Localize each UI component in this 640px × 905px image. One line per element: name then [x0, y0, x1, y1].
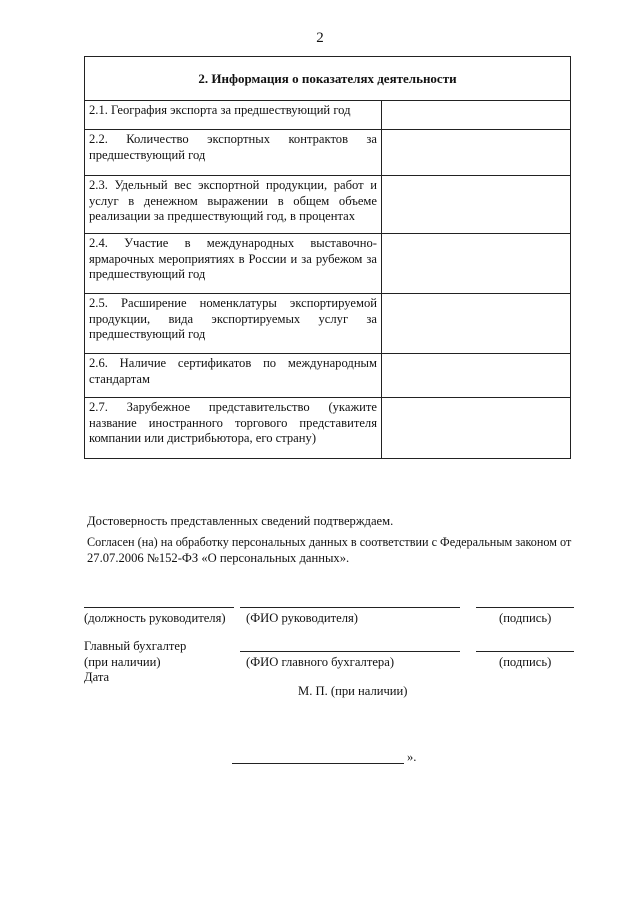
table-row [85, 176, 571, 234]
accountant-label: Главный бухгалтер [84, 639, 187, 653]
accountant-signature-caption: (подпись) [499, 655, 552, 669]
head-signature-line[interactable] [476, 607, 574, 608]
row-value-cell[interactable] [382, 130, 571, 176]
row-value-cell[interactable] [382, 294, 571, 354]
head-name-caption: (ФИО руководителя) [246, 611, 358, 625]
consent-text-line1: Согласен (на) на обработку персональных данных в соответствии с Федеральным законом от [87, 535, 572, 549]
row-label: 2.5. Расширение номенклатуры экспортируемой продукции, вида экспортируемых услуг за предшествующий год [85, 294, 382, 354]
table-header-row [85, 57, 571, 101]
row-label: 2.2. Количество экспортных контрактов за предшествующий год [85, 130, 382, 176]
row-value-cell[interactable] [382, 176, 571, 234]
row-value-cell[interactable] [382, 354, 571, 398]
row-value-cell[interactable] [382, 398, 571, 459]
table-row [85, 354, 571, 398]
row-label: 2.6. Наличие сертификатов по международным стандартам [85, 354, 382, 398]
row-label: 2.3. Удельный вес экспортной продукции, работ и услуг в денежном выражении в общем объеме реализации за предшествующий год, в процентах [85, 176, 382, 234]
consent-text-line2: 27.07.2006 №152-ФЗ «О персональных данных». [87, 551, 350, 565]
table-row [85, 101, 571, 130]
accountant-name-caption: (ФИО главного бухгалтера) [246, 655, 395, 669]
table-row [85, 130, 571, 176]
accountant-note: (при наличии) [84, 655, 161, 669]
date-suffix: ». [407, 750, 417, 764]
indicators-table [84, 56, 571, 459]
accountant-name-line[interactable] [240, 651, 460, 652]
row-label: 2.1. География экспорта за предшествующий год [85, 101, 382, 130]
table-row [85, 398, 571, 459]
accountant-signature-line[interactable] [476, 651, 574, 652]
date-label: Дата [84, 670, 110, 684]
row-value-cell[interactable] [382, 234, 571, 294]
row-label: 2.7. Зарубежное представительство (укажите название иностранного торгового представителя компании или дистрибьютора, его страну) [85, 398, 382, 459]
page-number: 2 [316, 30, 324, 46]
table-row [85, 294, 571, 354]
row-label: 2.4. Участие в международных выставочно-ярмарочных мероприятиях в России и за рубежом за предшествующий год [85, 234, 382, 294]
row-value-cell[interactable] [382, 101, 571, 130]
head-position-caption: (должность руководителя) [84, 611, 226, 625]
head-name-line[interactable] [240, 607, 460, 608]
table-row [85, 234, 571, 294]
head-signature-caption: (подпись) [499, 611, 552, 625]
section-title: 2. Информация о показателях деятельности [85, 57, 571, 101]
date-line[interactable] [232, 763, 404, 764]
stamp-note: М. П. (при наличии) [298, 684, 408, 698]
head-position-line[interactable] [84, 607, 234, 608]
confirmation-text: Достоверность представленных сведений подтверждаем. [87, 514, 394, 528]
